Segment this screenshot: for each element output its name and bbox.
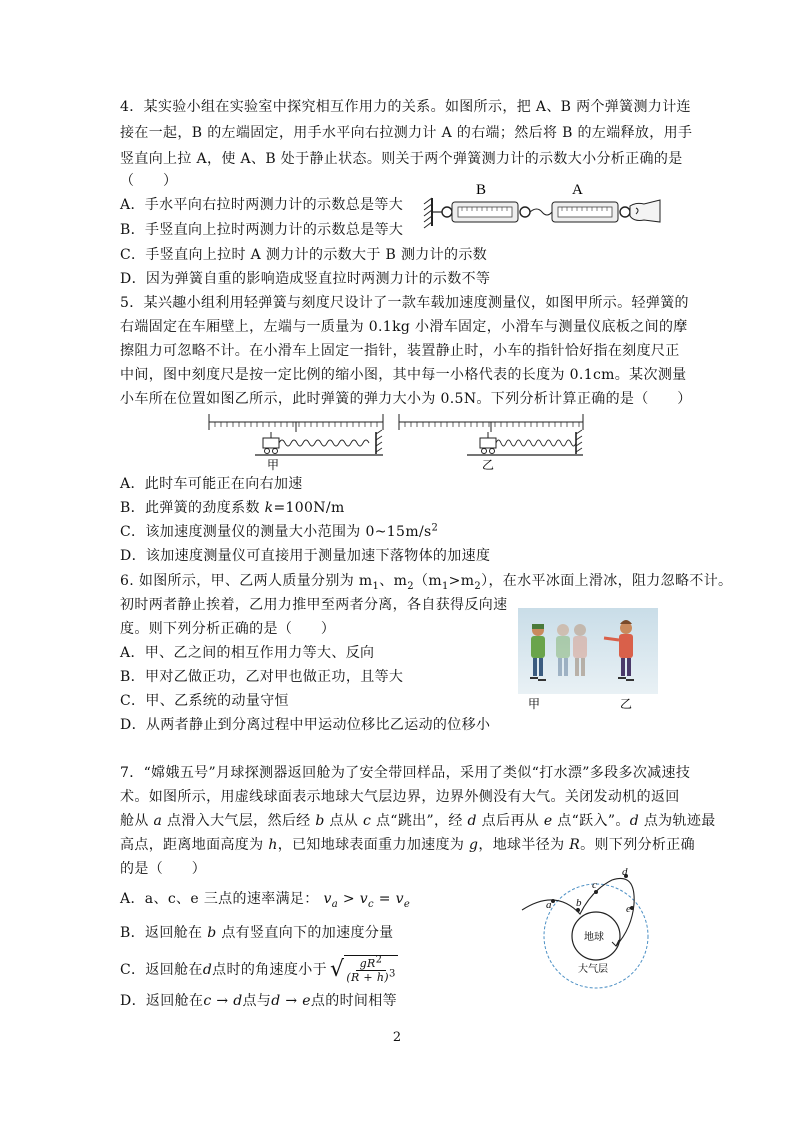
- q5-stem-line-2: 右端固定在车厢壁上，左端与一质量为 0.1kg 小滑车固定，小滑车与测量仪底板之间的摩: [120, 319, 688, 335]
- q6-option-b: B．甲对乙做正功，乙对甲也做正功，且等大: [120, 669, 404, 685]
- q7-l3-var-d: d: [467, 813, 477, 829]
- q7-b-var: b: [207, 925, 217, 941]
- q7-l4-e: ，地球半径为: [478, 837, 570, 853]
- q6-stem-line-1: [120, 572, 732, 590]
- q7-l3-var-e: e: [543, 813, 553, 829]
- q5-option-c-exp: 2: [431, 522, 439, 534]
- q7-d-d2: d: [271, 993, 281, 1009]
- point-e-label: e: [626, 903, 631, 915]
- q7-a-eq: =: [373, 891, 396, 907]
- q7-l3-e: 点从: [324, 813, 363, 829]
- q6-option-a: A．甲、乙之间的相互作用力等大、反向: [120, 645, 375, 661]
- q5-accelerometer-figure: [205, 410, 595, 472]
- q7-l3-var-b: b: [315, 813, 325, 829]
- q7-l3-var-d2: d: [629, 813, 640, 829]
- q7-d-arrow1: →: [211, 993, 234, 1009]
- q6-option-d: D．从两者静止到分离过程中甲运动位移比乙运动的位移小: [120, 717, 491, 733]
- q7-l3-c: 点滑入大气层，然后经: [162, 813, 316, 829]
- q7-l4-var-h: h: [268, 837, 278, 853]
- q6-sub-4: 2: [474, 580, 482, 592]
- q5-stem-line-1: 5．某兴趣小组利用轻弹簧与刻度尺设计了一款车载加速度测量仪，如图甲所示。轻弹簧的: [120, 295, 689, 311]
- q7-stem-line-4: [120, 836, 695, 854]
- q5-stem-line-5: 小车所在位置如图乙所示，此时弹簧的弹力大小为 0.5N。下列分析计算正确的是（ ）: [120, 391, 692, 407]
- q6-stem-b: 、m: [379, 573, 408, 589]
- q6-stem-e: ），在水平冰面上滑冰，阻力忽略不计。: [481, 573, 733, 589]
- point-a-label: a: [546, 899, 552, 911]
- sqrt-denominator: (R + h): [346, 971, 389, 984]
- q4-option-b: B．手竖直向上拉时两测力计的示数总是等大: [120, 222, 404, 238]
- q7-option-c: [120, 955, 398, 985]
- label-yi-6: 乙: [620, 697, 633, 711]
- q7-l3-m: 点为轨迹最: [639, 813, 716, 829]
- q5-option-c: [120, 523, 438, 541]
- sqrt-numerator: gR: [359, 957, 376, 970]
- q5-option-b-text: B．此弹簧的劲度系数: [120, 500, 265, 516]
- point-c-label: c: [592, 879, 597, 891]
- q7-trajectory-figure: [516, 868, 666, 998]
- sqrt-num-exp: 2: [375, 954, 383, 966]
- q7-l3-k: 点“跃入”。: [552, 813, 630, 829]
- q6-skaters-figure: [518, 608, 658, 712]
- q5-option-c-text: C．该加速度测量仪的测量大小范围为 0~15m/s: [120, 524, 432, 540]
- q5-option-d: D．该加速度测量仪可直接用于测量加速下落物体的加速度: [120, 548, 491, 564]
- q7-a-v1: v: [323, 891, 332, 907]
- q6-stem-d: >m: [448, 573, 475, 589]
- q7-l3-var-c: c: [362, 813, 372, 829]
- q7-stem-line-2: 术。如图所示，用虚线球面表示地球大气层边界，边界外侧没有大气。关闭发动机的返回: [120, 789, 680, 805]
- atmosphere-label: 大气层: [578, 964, 608, 975]
- q7-a-v3: v: [395, 891, 404, 907]
- q6-sub-3: 1: [441, 580, 449, 592]
- q7-d-d1: d: [233, 993, 243, 1009]
- q5-option-b-k: k: [264, 500, 274, 516]
- q4-stem-line-4: （ ）: [120, 173, 178, 189]
- q7-a-sub-c: c: [367, 898, 374, 910]
- q6-stem-line-3: 度。则下列分析正确的是（ ）: [120, 621, 336, 637]
- q7-a-v2: v: [359, 891, 368, 907]
- q6-sub-2: 2: [407, 580, 414, 592]
- q7-c-c: 点时的角速度小于: [212, 962, 327, 978]
- q7-a-gt: >: [338, 891, 360, 907]
- q7-l4-var-g: g: [469, 837, 479, 853]
- q6-stem-line-2: 初时两者静止挨着，乙用力推甲至两者分离，各自获得反向速: [120, 597, 508, 613]
- page-number: 2: [392, 1030, 402, 1045]
- sqrt-den-exp: 3: [388, 968, 396, 980]
- earth-label: 地球: [584, 932, 604, 943]
- q7-stem-line-3: [120, 812, 716, 830]
- q5-stem-line-3: 擦阻力可忽略不计。在小滑车上固定一指针，装置静止时，小车的指针恰好指在刻度尺正: [120, 343, 680, 359]
- q4-stem-line-2: 接在一起，B 的左端固定，用手水平向右拉测力计 A 的右端；然后将 B 的左端释放，用手: [120, 125, 693, 141]
- label-a: A: [572, 182, 583, 198]
- q6-sub-1: 1: [372, 580, 380, 592]
- label-yi: 乙: [482, 458, 495, 472]
- point-d-label: d: [622, 868, 628, 878]
- q7-c-a: C．返回舱在: [120, 962, 203, 978]
- q5-stem-line-4: 中间，图中刻度尺是按一定比例的缩小图，其中每一小格代表的长度为 0.1cm。某次测量: [120, 367, 687, 383]
- sqrt-expression: [330, 955, 398, 985]
- q7-stem-line-5: 的是（ ）: [120, 861, 207, 877]
- q7-a-sub-e: e: [403, 898, 411, 910]
- q7-option-d: [120, 992, 397, 1010]
- q7-a-text: A．a、c、e 三点的速率满足：: [120, 891, 319, 907]
- q7-l4-g: 。则下列分析正确: [580, 837, 695, 853]
- q4-option-c: C．手竖直向上拉时 A 测力计的示数大于 B 测力计的示数: [120, 247, 488, 263]
- q5-option-a: A．此时车可能正在向右加速: [120, 476, 303, 492]
- q7-l4-c: ，已知地球表面重力加速度为: [277, 837, 470, 853]
- q4-option-a: A．手水平向右拉时两测力计的示数总是等大: [120, 197, 404, 213]
- label-b: B: [476, 182, 487, 198]
- q7-b-c: 点有竖直向下的加速度分量: [216, 925, 394, 941]
- q6-option-c: C．甲、乙系统的动量守恒: [120, 693, 289, 709]
- q5-option-b: [120, 499, 345, 517]
- q7-l3-g: 点“跳出”，经: [371, 813, 468, 829]
- q6-stem-a: 6. 如图所示，甲、乙两人质量分别为 m: [120, 573, 373, 589]
- q4-option-d: D．因为弹簧自重的影响造成竖直拉时两测力计的示数不等: [120, 271, 491, 287]
- q7-stem-line-1: 7．“嫦娥五号”月球探测器返回舱为了安全带回样品，采用了类似“打水漂”多段多次减速技: [120, 765, 691, 781]
- q4-stem-line-3: 竖直向上拉 A，使 A、B 处于静止状态。则关于两个弹簧测力计的示数大小分析正确的是: [120, 151, 683, 167]
- q4-stem-line-1: 4．某实验小组在实验室中探究相互作用力的关系。如图所示，把 A、B 两个弹簧测力计连: [120, 99, 691, 115]
- q7-a-sub-a: a: [331, 898, 339, 910]
- q7-d-a: D．返回舱在: [120, 993, 204, 1009]
- q4-spring-scales-figure: [422, 180, 662, 232]
- q7-option-b: [120, 924, 394, 942]
- q7-d-c1: c: [203, 993, 212, 1009]
- q7-l3-a: 舱从: [120, 813, 154, 829]
- q7-option-a: [120, 890, 410, 908]
- point-b-label: b: [576, 897, 582, 909]
- q7-l4-var-r: R: [569, 837, 581, 853]
- q7-d-mid: 点与: [242, 993, 272, 1009]
- q7-d-arrow2: →: [280, 993, 303, 1009]
- label-jia: 甲: [267, 458, 280, 472]
- q6-stem-c: （m: [413, 573, 442, 589]
- sqrt-sign-icon: √: [329, 957, 345, 982]
- q7-d-end: 点的时间相等: [310, 993, 397, 1009]
- q7-b-a: B．返回舱在: [120, 925, 208, 941]
- q7-l3-var-a: a: [153, 813, 163, 829]
- q5-option-b-value: =100N/m: [273, 500, 345, 516]
- q7-l4-a: 高点，距离地面高度为: [120, 837, 269, 853]
- q7-d-e: e: [302, 993, 311, 1009]
- q7-c-var: d: [202, 962, 213, 978]
- q7-l3-i: 点后再从: [476, 813, 544, 829]
- label-jia-6: 甲: [528, 697, 541, 711]
